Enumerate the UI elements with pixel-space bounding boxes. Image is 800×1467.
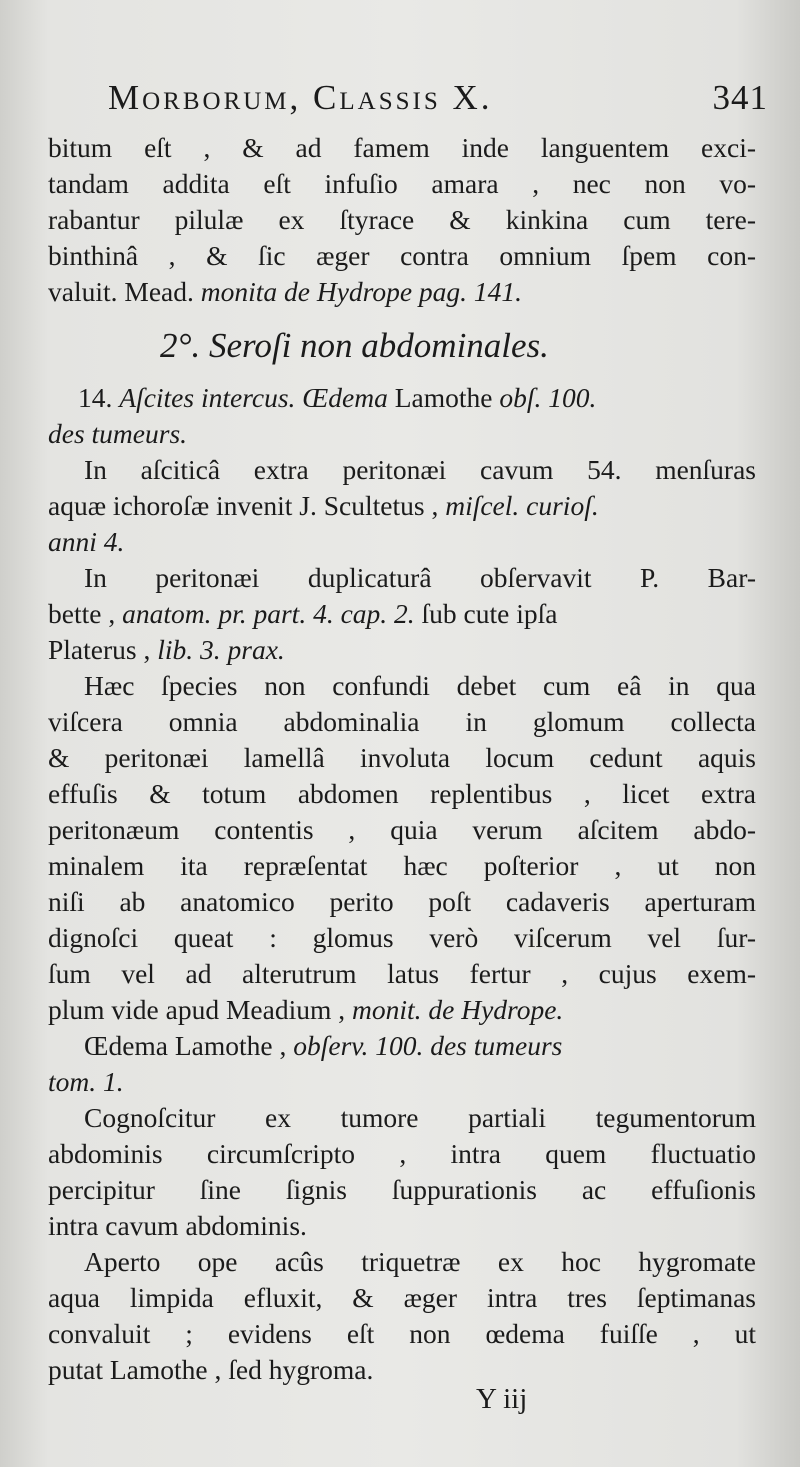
text-line: valuit. Mead. monita de Hydrope pag. 141.: [48, 276, 523, 307]
text-line: minalem ita repræſentat hæc poſterior , ut non: [48, 850, 756, 881]
text-line: In aſciticâ extra peritonæi cavum 54. menſuras: [84, 454, 756, 485]
text-line: aquæ ichoroſæ invenit J. Scultetus , miſcel. curioſ.: [48, 490, 599, 521]
text-line: Hæc ſpecies non confundi debet cum eâ in qua: [84, 670, 756, 701]
text-line: abdominis circumſcripto , intra quem fluctuatio: [48, 1138, 756, 1169]
text-line: Platerus , lib. 3. prax.: [48, 634, 285, 665]
text-line: viſcera omnia abdominalia in glomum collecta: [48, 706, 756, 737]
text-line: putat Lamothe , ſed hygroma.: [48, 1354, 374, 1385]
text-line: des tumeurs.: [48, 418, 188, 449]
entry-line: 14. Aſcites intercus. Œdema Lamothe obſ. 100.: [78, 382, 597, 413]
text-line: convaluit ; evidens eſt non œdema fuiſſe , ut: [48, 1318, 756, 1349]
text-line: bitum eſt , & ad famem inde languentem exci-: [48, 132, 756, 163]
text-line: ſum vel ad alterutrum latus fertur , cujus exem-: [48, 958, 756, 989]
text-line: rabantur pilulæ ex ſtyrace & kinkina cum tere-: [48, 204, 756, 235]
text-line: & peritonæi lamellâ involuta locum cedunt aquis: [48, 742, 756, 773]
signature-mark: Y iij: [476, 1383, 528, 1415]
section-heading: 2°. Seroſi non abdominales.: [160, 326, 549, 365]
page-number: 341: [712, 78, 768, 117]
text-line: tandam addita eſt infuſio amara , nec non vo-: [48, 168, 756, 199]
text-line: niſi ab anatomico perito poſt cadaveris aperturam: [48, 886, 756, 917]
text-line: anni 4.: [48, 526, 125, 557]
text-line: aqua limpida efluxit, & æger intra tres ſeptimanas: [48, 1282, 756, 1313]
text-line: In peritonæi duplicaturâ obſervavit P. Bar-: [84, 562, 756, 593]
text-line: peritonæum contentis , quia verum aſcitem abdo-: [48, 814, 756, 845]
text-line: percipitur ſine ſignis ſuppurationis ac effuſionis: [48, 1174, 756, 1205]
text-line: Œdema Lamothe , obſerv. 100. des tumeurs: [84, 1030, 563, 1061]
text-line: Aperto ope acûs triquetræ ex hoc hygromate: [84, 1246, 756, 1277]
running-title: Morborum, Classis X.: [108, 78, 493, 117]
text-line: binthinâ , & ſic æger contra omnium ſpem con-: [48, 240, 756, 271]
running-header: [108, 78, 768, 128]
text-line: tom. 1.: [48, 1066, 124, 1097]
text-line: bette , anatom. pr. part. 4. cap. 2. ſub cute ipſa: [48, 598, 558, 629]
text-line: dignoſci queat : glomus verò viſcerum vel ſur-: [48, 922, 756, 953]
text-line: plum vide apud Meadium , monit. de Hydrope.: [48, 994, 564, 1025]
text-line: Cognoſcitur ex tumore partiali tegumentorum: [84, 1102, 756, 1133]
text-line: effuſis & totum abdomen replentibus , licet extra: [48, 778, 756, 809]
text-line: intra cavum abdominis.: [48, 1210, 307, 1241]
